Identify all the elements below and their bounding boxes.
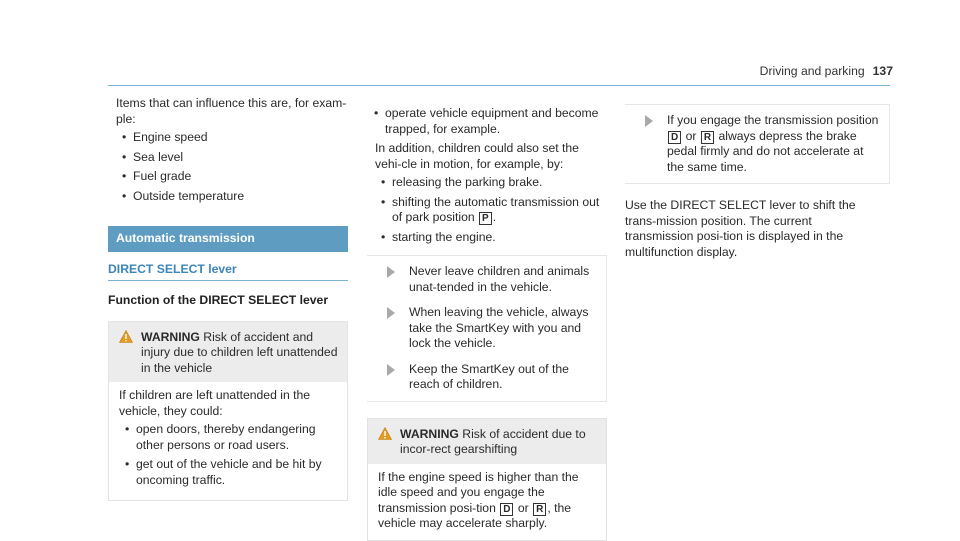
section-title-bar: Automatic transmission (108, 226, 348, 252)
reverse-key-symbol: R (533, 503, 546, 516)
warning-heading-text (119, 330, 339, 377)
influence-list (108, 130, 348, 204)
drive-key-symbol: D (500, 503, 513, 516)
drive-key-symbol: D (668, 131, 681, 144)
list-item: • releasing the parking brake. (392, 175, 607, 191)
warning-text: If children are left unattended in the vehicle, they could: (119, 388, 311, 418)
list-item-text: shifting the automatic transmission out of park position (392, 194, 600, 224)
notes-box (367, 255, 607, 402)
park-key-symbol: P (479, 212, 492, 225)
body-paragraph: Use the DIRECT SELECT lever to shift the trans-mission position. The current transmission posi-tion is displayed in the multifunction display. (625, 198, 856, 259)
warning-body (368, 464, 606, 540)
warning-box (367, 418, 607, 541)
arrow-right-icon (387, 266, 395, 278)
column-2 (367, 96, 607, 541)
arrow-right-icon (645, 115, 653, 127)
note-text: Never leave children and animals unat-tended in the vehicle. (409, 264, 590, 294)
warning-triangle-icon (119, 330, 133, 343)
note-item (375, 264, 598, 295)
note-text: When leaving the vehicle, always take the SmartKey with you and lock the vehicle. (409, 305, 589, 350)
list-item: • Outside temperature (133, 189, 348, 205)
warning-title: Risk of accident due to incor-rect gearshifting (400, 426, 586, 456)
list-item: • Engine speed (133, 130, 348, 146)
warning-text-part: , the vehicle may accelerate sharply. (378, 500, 572, 530)
note-item (633, 113, 881, 175)
list-item: • open doors, thereby endangering other persons or road users. (136, 422, 339, 453)
arrow-right-icon (387, 307, 395, 319)
function-title: Function of the DIRECT SELECT lever (108, 293, 329, 307)
addition-text: In addition, children could also set the vehi-cle in motion, for example, by: (375, 141, 579, 171)
intro-text: Items that can influence this are, for exam-ple: (116, 96, 347, 126)
warning-header (109, 322, 347, 383)
warning-label: WARNING (400, 426, 459, 441)
reverse-key-symbol: R (701, 131, 714, 144)
note-text: or (685, 128, 697, 143)
warning-text-part: If the engine speed is higher than the idle speed and you engage the transmission posi-tion (378, 469, 579, 515)
list-item: • operate vehicle equipment and become trapped, for example. (385, 106, 607, 137)
warning-text (378, 470, 598, 532)
list-item: • get out of the vehicle and be hit by oncoming traffic. (136, 457, 339, 488)
warning-list (119, 422, 339, 488)
header-rule (108, 85, 890, 86)
list-item: • starting the engine. (392, 230, 607, 246)
warning-title: Risk of accident and injury due to children left unattended in the vehicle (141, 329, 338, 375)
warning-body (109, 382, 347, 500)
running-header (760, 64, 893, 80)
warning-label: WARNING (141, 329, 200, 344)
column-3 (625, 96, 879, 260)
list-item: • shifting the automatic transmission out of park position P . (392, 195, 607, 226)
list-item: • Sea level (133, 150, 348, 166)
warning-text-part: or (517, 500, 529, 515)
note-item (375, 305, 598, 352)
subsection-title: DIRECT SELECT lever (108, 262, 348, 282)
note-text: Keep the SmartKey out of the reach of children. (409, 361, 569, 391)
note-text: If you engage the transmission position (667, 113, 879, 127)
note-item (375, 362, 598, 393)
addition-list (367, 175, 607, 245)
warning-header (368, 419, 606, 464)
chapter-title: Driving and parking (759, 64, 865, 78)
column-1 (108, 96, 348, 501)
warning-heading-text (378, 427, 598, 458)
notes-box (625, 104, 890, 184)
warning-box (108, 321, 348, 502)
list-item: • Fuel grade (133, 169, 348, 185)
note-text: always depress the brake pedal firmly and do not accelerate at the same time. (667, 128, 864, 174)
warning-triangle-icon (378, 427, 392, 440)
arrow-right-icon (387, 364, 395, 376)
page-number: 137 (872, 64, 893, 78)
continued-list (367, 106, 607, 137)
